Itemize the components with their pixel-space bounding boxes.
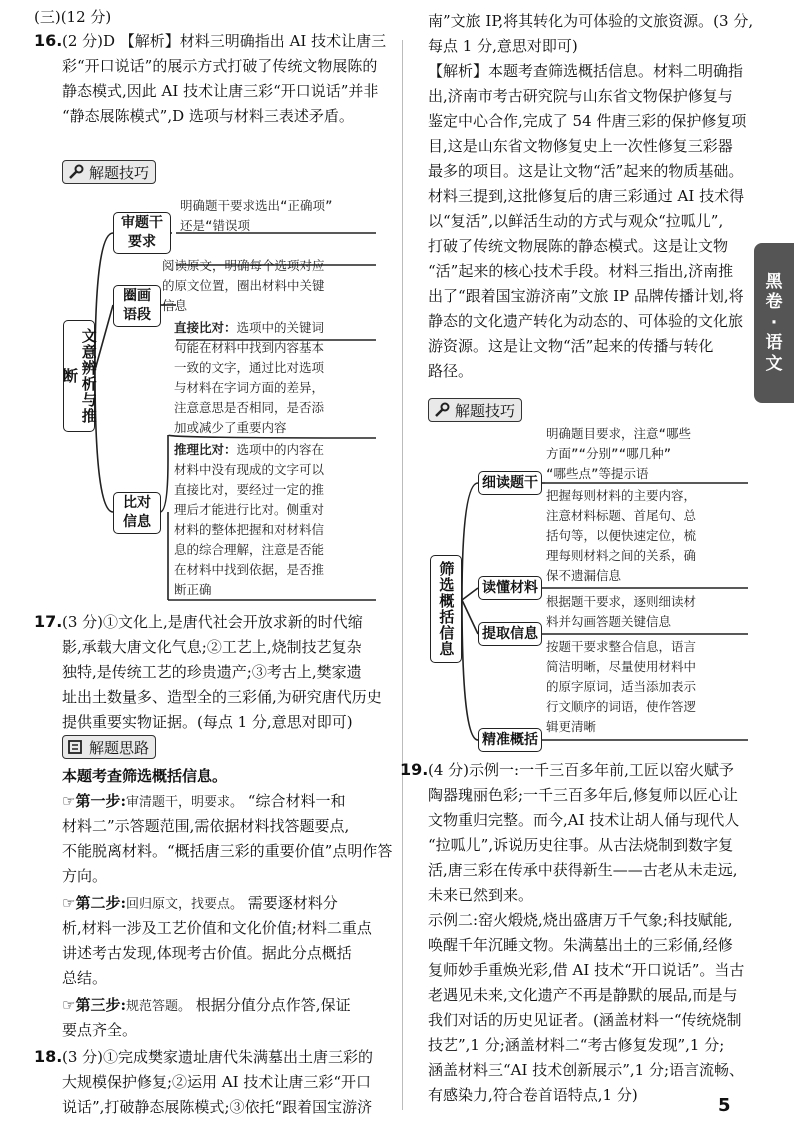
- q19-line: 文物重归完整。而今,AI 技术让胡人俑与现代人: [428, 811, 740, 829]
- leaf-line: 保不遗漏信息: [546, 568, 622, 583]
- tree2-node-summarize: [478, 728, 542, 752]
- q19-line: 复师妙手重焕光彩,借 AI 技术“开口说话”。当古: [428, 961, 745, 979]
- think-intro: 本题考查筛选概括信息。: [62, 767, 228, 785]
- leaf-line: 括句等，以便快速定位，梳: [546, 528, 697, 543]
- q19-line: 老遇见未来,文化遗产不再是静默的展品,而是与: [428, 986, 738, 1004]
- q19-line: 我们对话的历史见证者。(涵盖材料一“传统烧制: [428, 1011, 742, 1029]
- tree2-node-understand: [478, 576, 542, 600]
- leaf-line: 信息: [162, 298, 188, 313]
- leaf-line: 阅读原文，明确每个选项对应: [162, 258, 325, 273]
- analysis-line: 【解析】本题考查筛选概括信息。材料二明确指: [428, 62, 744, 80]
- tree2-root-label: 筛选概括信息: [437, 561, 456, 657]
- side-tab-char: ·: [770, 312, 778, 333]
- leaf-line: 直接比对，要经过一定的推: [174, 482, 325, 497]
- q17-line: 提供重要实物证据。(每点 1 分,意思对即可): [62, 713, 353, 731]
- step1-text: “综合材料一和: [247, 792, 346, 810]
- step2-line: [62, 896, 338, 911]
- side-tab-char: 语: [765, 333, 783, 354]
- q19-line: 技艺”,1 分;涵盖材料二“考古修复发现”,1 分;: [428, 1036, 725, 1054]
- tip-label: 解题技巧: [89, 163, 150, 182]
- leaf-line: 与材料在字词方面的差异，: [174, 380, 325, 395]
- node-label: 审题干要求: [121, 215, 163, 250]
- leaf-line: 的原文位置，圈出材料中关键: [162, 278, 325, 293]
- leaf-line: 材料中没有现成的文字可以: [174, 462, 325, 477]
- side-tab-char: 文: [765, 353, 783, 374]
- leaf-title: 推理比对：: [174, 442, 237, 457]
- leaf-line: 简洁明晰，尽量使用材料中: [546, 659, 697, 674]
- leaf-title: 直接比对：: [174, 320, 237, 335]
- q18-number: 18.: [34, 1047, 63, 1066]
- q17-line: 影,承载大唐文化气息;②工艺上,烧制技艺复杂: [62, 638, 362, 656]
- leaf-line: 选项中的关键词: [236, 320, 325, 335]
- step1-text: 方向。: [62, 867, 108, 885]
- step2-hand: 回归原文，找要点。: [126, 897, 244, 912]
- leaf-line: 根据题干要求，逐则细读材: [546, 594, 697, 609]
- step3-title: 第三步:: [75, 996, 126, 1014]
- step1-hand: 审清题干，明要求。: [126, 795, 244, 810]
- node-label: 比对信息: [123, 495, 151, 530]
- step3-text: 根据分值分点作答,保证: [195, 996, 351, 1014]
- q16-number: 16.: [34, 31, 63, 50]
- leaf-line: 理后才能进行比对。侧重对: [174, 502, 325, 517]
- step1-text: 不能脱离材料。“概括唐三彩的重要价值”点明作答: [62, 842, 393, 860]
- step2-text: 需要逐材料分: [247, 894, 338, 912]
- analysis-line: 静态的文化遗产转化为动态的、可体验的文化旅: [428, 312, 744, 330]
- node-label: 读懂材料: [482, 579, 538, 596]
- side-tab-char: 黑: [765, 272, 783, 293]
- leaf-line: 选项中的内容在: [236, 442, 325, 457]
- hand-pointer-icon: ☞: [62, 996, 76, 1014]
- node-label: 提取信息: [482, 625, 538, 642]
- leaf-line: 在材料中找到依据，是否推: [174, 562, 325, 577]
- step3-line: [62, 998, 351, 1013]
- tree2-root: [430, 555, 462, 663]
- leaf-line: 理每则材料之间的关系，确: [546, 548, 697, 563]
- analysis-line: 材料三提到,这批修复后的唐三彩通过 AI 技术得: [428, 187, 745, 205]
- q18-line: (3 分)①完成樊家遗址唐代朱满墓出土唐三彩的: [62, 1048, 374, 1066]
- step2-text: 析,材料一涉及工艺价值和文化价值;材料二重点: [62, 919, 372, 937]
- q19-number: 19.: [400, 760, 429, 779]
- leaf-line: 按题干要求整合信息，语言: [546, 639, 697, 654]
- node-label: 精准概括: [482, 731, 538, 748]
- q16-line: 静态模式,因此 AI 技术让唐三彩“开口说话”并非: [62, 82, 379, 100]
- analysis-line: “活”起来的核心技术手段。材料三指出,济南推: [428, 262, 734, 280]
- q19-line: “拉呱儿”,诉说历史往事。从古法烧制到数字复: [428, 836, 734, 854]
- section-heading: (三)(12 分): [34, 8, 112, 26]
- leaf-line: 方面”“分别”“哪几种”: [546, 446, 672, 461]
- leaf-line: 息的综合理解，注意是否能: [174, 542, 325, 557]
- analysis-line: 以“复活”,以鲜活生动的方式与观众“拉呱儿”,: [428, 212, 724, 230]
- tree2-leaf-read-question: [546, 424, 691, 484]
- tree2-leaf-extract: [546, 592, 696, 632]
- step2-text: 讲述考古发现,体现考古价值。据此分点概括: [62, 944, 352, 962]
- leaf-line: 注意材料标题、首尾句、总: [546, 508, 697, 523]
- node-label: 圈画语段: [123, 288, 151, 323]
- tree2-leaf-understand: [546, 486, 696, 586]
- q19-line: 示例二:窑火煅烧,烧出盛唐万千气象;科技赋能,: [428, 911, 733, 929]
- think-label: 解题思路: [89, 738, 150, 757]
- tree1-root-label: 文意辨析与推断: [61, 328, 98, 424]
- leaf-line: 行文顺序的词语，使作答逻: [546, 699, 697, 714]
- q18-cont-line: 每点 1 分,意思对即可): [428, 37, 578, 55]
- leaf-line: 明确题干要求选出“正确项”: [180, 198, 333, 213]
- q18-cont-line: 南”文旅 IP,将其转化为可体验的文旅资源。(3 分,: [428, 12, 754, 30]
- analysis-line: 出了“跟着国宝游济南”文旅 IP 品牌传播计划,将: [428, 287, 744, 305]
- page-number: 5: [718, 1095, 731, 1116]
- q16-line: (2 分)D 【解析】材料三明确指出 AI 技术让唐三: [62, 32, 387, 50]
- q17-number: 17.: [34, 612, 63, 631]
- leaf-line: 料并勾画答题关键信息: [546, 614, 672, 629]
- side-tab: [754, 243, 794, 403]
- step3-text: 要点齐全。: [62, 1021, 138, 1039]
- leaf-line: 加或减少了重要内容: [174, 420, 287, 435]
- leaf-line: 明确题目要求，注意“哪些: [546, 426, 692, 441]
- leaf-line: 注意意思是否相同，是否添: [174, 400, 325, 415]
- analysis-line: 鉴定中心合作,完成了 54 件唐三彩的保护修复项: [428, 112, 747, 130]
- leaf-line: 把握每则材料的主要内容，: [546, 488, 697, 503]
- q18-line: 大规模保护修复;②运用 AI 技术让唐三彩“开口: [62, 1073, 372, 1091]
- q19-line: 有感染力,符合卷首语特点,1 分): [428, 1086, 638, 1104]
- leaf-line: 还是“错误项: [180, 218, 251, 233]
- q19-line: 陶器瑰丽色彩;一千三百多年后,修复师以匠心让: [428, 786, 738, 804]
- leaf-line: “哪些点”等提示语: [546, 466, 649, 481]
- leaf-line: 的原字原词，适当添加表示: [546, 679, 697, 694]
- analysis-line: 最多的项目。这是让文物“活”起来的物质基础。: [428, 162, 744, 180]
- q19-line: (4 分)示例一:一千三百多年前,工匠以窑火赋予: [428, 761, 734, 779]
- q17-line: 独特,是传统工艺的珍贵遗产;③考古上,樊家遗: [62, 663, 362, 681]
- q19-line: 涵盖材料三“AI 技术创新展示”,1 分;语言流畅、: [428, 1061, 744, 1079]
- side-tab-char: 卷: [765, 292, 783, 313]
- analysis-line: 路径。: [428, 362, 474, 380]
- node-label: 细读题干: [482, 474, 538, 491]
- analysis-line: 出,济南市考古研究院与山东省文物保护修复与: [428, 87, 733, 105]
- tree2-node-extract: [478, 622, 542, 646]
- q19-line: 唤醒千年沉睡文物。朱满墓出土的三彩俑,经修: [428, 936, 733, 954]
- analysis-line: 打破了传统文物展陈的静态模式。这是让文物: [428, 237, 729, 255]
- q19-line: 未来已然到来。: [428, 886, 534, 904]
- q19-line: 活,唐三彩在传承中获得新生——古老从未走远,: [428, 861, 738, 879]
- leaf-line: 断正确: [174, 582, 212, 597]
- leaf-line: 一致的文字，通过比对选项: [174, 360, 325, 375]
- analysis-line: 目,这是山东省文物修复史上一次性修复三彩器: [428, 137, 733, 155]
- q16-line: “静态展陈模式”,D 选项与材料三表述矛盾。: [62, 107, 354, 125]
- q17-line: (3 分)①文化上,是唐代社会开放求新的时代缩: [62, 613, 363, 631]
- tree2-leaf-summarize: [546, 637, 696, 737]
- tree2-node-read-question: [478, 471, 542, 495]
- step2-title: 第二步:: [75, 894, 126, 912]
- step2-text: 总结。: [62, 969, 108, 987]
- analysis-line: 游资源。这是让文物“活”起来的传播与转化: [428, 337, 714, 355]
- leaf-line: 句能在材料中找到内容基本: [174, 340, 325, 355]
- leaf-line: 材料的整体把握和对材料信: [174, 522, 325, 537]
- q18-line: 说话”,打破静态展陈模式;③依托“跟着国宝游济: [62, 1098, 373, 1116]
- step1-text: 材料二”示答题范围,需依据材料找答题要点,: [62, 817, 350, 835]
- q16-line: 彩“开口说话”的展示方式打破了传统文物展陈的: [62, 57, 378, 75]
- q17-line: 址出土数量多、造型全的三彩俑,为研究唐代历史: [62, 688, 382, 706]
- step3-hand: 规范答题。: [126, 999, 192, 1014]
- step1-title: 第一步:: [75, 792, 126, 810]
- leaf-line: 辑更清晰: [546, 719, 597, 734]
- hand-pointer-icon: ☞: [62, 894, 76, 912]
- hand-pointer-icon: ☞: [62, 792, 76, 810]
- tip-label: 解题技巧: [455, 401, 516, 420]
- step1-line: [62, 794, 345, 809]
